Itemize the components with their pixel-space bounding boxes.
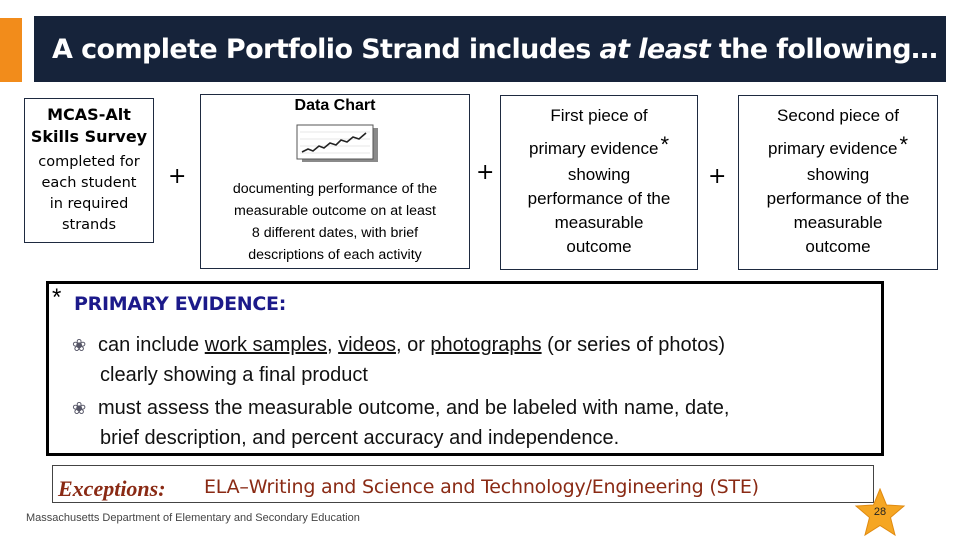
primary-evidence-bullet-1: ❀ can include work samples, videos, or photographs (or series of photos) [72,330,725,361]
footer-organization: Massachusetts Department of Elementary and Secondary Education [26,512,360,524]
primary-evidence-bullet-2: ❀ must assess the measurable outcome, and be labeled with name, date, [72,393,729,424]
primary-evidence-heading: PRIMARY EVIDENCE: [74,293,287,315]
skills-survey-title: MCAS-Alt Skills Survey [30,105,148,146]
videos-link[interactable]: videos [338,334,396,356]
exceptions-label: Exceptions: [58,476,166,501]
plus-sign-2: + [476,160,495,185]
primary-evidence-bullet-2-continued: brief description, and percent accuracy and independence. [100,427,620,449]
skills-survey-description: completed for each student in required strands [38,154,140,233]
footnote-marker: * [52,284,62,311]
work-samples-link[interactable]: work samples [204,334,328,356]
bullet-arrow-icon: ❀ [72,336,87,355]
page-number: 28 [873,506,887,518]
data-chart-title: Data Chart [294,97,376,114]
second-evidence-subtitle: primary evidence* [767,132,908,158]
first-evidence-subtitle: primary evidence* [528,132,669,158]
slide-title: A complete Portfolio Strand includes at least the following… [52,34,938,65]
primary-evidence-bullet-1-continued: clearly showing a final product [100,364,368,386]
title-accent-bar [0,18,22,82]
line-chart-icon [296,124,380,164]
first-evidence-description: showing performance of the measurable outcome [527,165,671,256]
plus-sign-3: + [708,164,727,189]
second-evidence-description: showing performance of the measurable outcome [766,165,910,256]
exceptions-text: ELA–Writing and Science and Technology/Engineering (STE) [204,476,759,498]
second-evidence-title: Second piece of [777,106,899,125]
first-evidence-title: First piece of [550,106,648,125]
photographs-link[interactable]: photographs [430,334,542,356]
plus-sign-1: + [168,164,187,189]
data-chart-description: documenting performance of the measurable outcome on at least 8 different dates, with brief descriptions of each activity [232,181,438,263]
bullet-arrow-icon: ❀ [72,399,87,418]
